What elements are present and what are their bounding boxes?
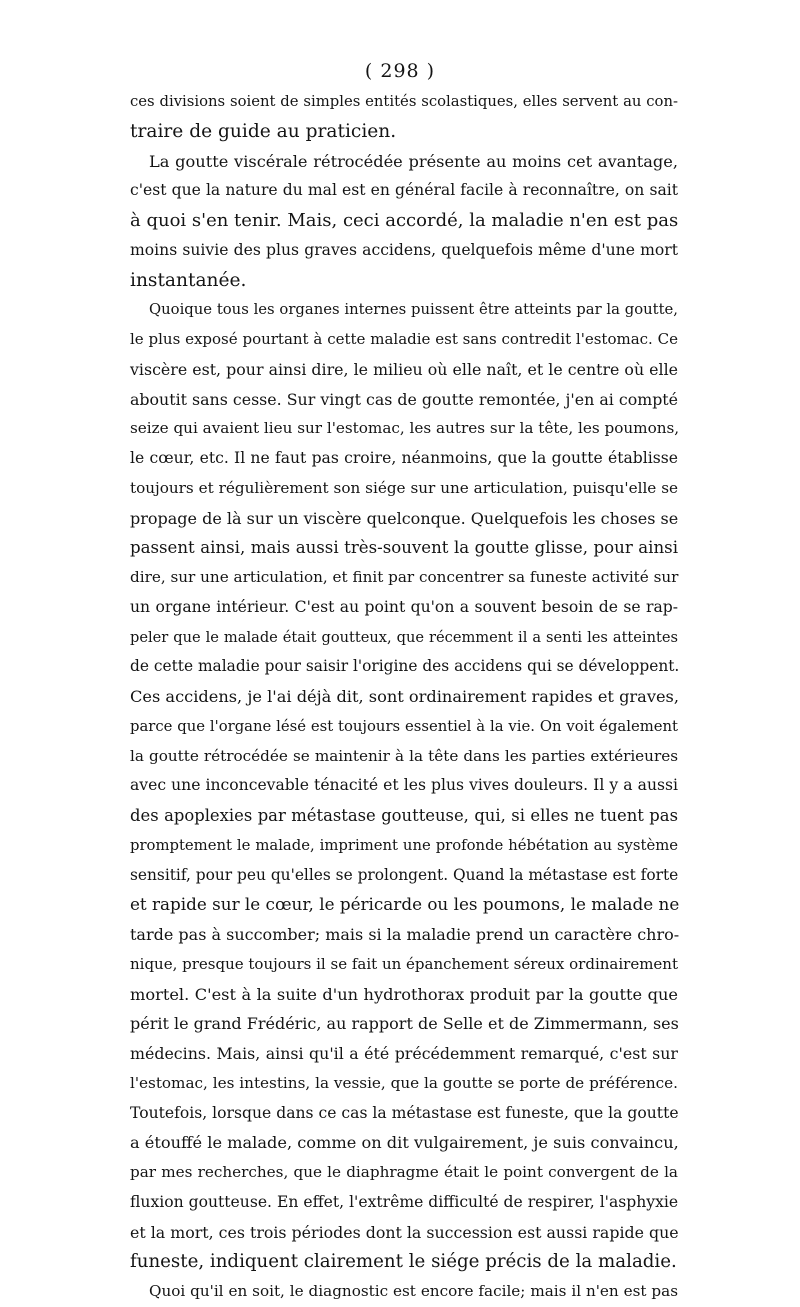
text-line: sensitif, pour peu qu'elles se prolongent. Quand la métastase est forte [130,865,679,884]
text-line: un organe intérieur. C'est au point qu'on a souvent besoin de se rap- [130,597,678,616]
text-line: promptement le malade, impriment une profonde hébétation au système [130,836,678,854]
text-line: parce que l'organe lésé est toujours essentiel à la vie. On voit également [130,717,678,735]
text-line: ces divisions soient de simples entités scolastiques, elles servent au con- [130,93,678,110]
text-line: périt le grand Frédéric, au rapport de Selle et de Zimmermann, ses [130,1014,679,1034]
text-line: funeste, indiquent clairement le siége précis de la maladie. [130,1251,677,1273]
text-line: a étouffé le malade, comme on dit vulgairement, je suis convaincu, [130,1133,679,1153]
text-line: instantanée. [130,269,247,291]
text-line: par mes recherches, que le diaphragme était le point convergent de la [130,1163,678,1181]
text-line: Quoique tous les organes internes puissent être atteints par la goutte, [149,301,678,319]
text-line: et la mort, ces trois périodes dont la succession est aussi rapide que [130,1222,679,1242]
text-line: nique, presque toujours il se fait un épanchement séreux ordinairement [130,954,678,973]
text-line: passent ainsi, mais aussi très-souvent la goutte glisse, pour ainsi [130,538,678,558]
text-line: viscère est, pour ainsi dire, le milieu où elle naît, et le centre où elle [130,359,678,379]
text-line: moins suivie des plus graves accidens, quelquefois même d'une mort [130,240,678,259]
text-line: toujours et régulièrement son siége sur une articulation, puisqu'elle se [130,478,678,497]
body-text [130,87,678,1307]
text-line: le plus exposé pourtant à cette maladie est sans contredit l'estomac. Ce [130,330,678,348]
text-line: des apoplexies par métastase goutteuse, qui, si elles ne tuent pas [130,806,678,825]
text-line: la goutte rétrocédée se maintenir à la tête dans les parties extérieures [130,746,678,765]
text-line: fluxion goutteuse. En effet, l'extrême difficulté de respirer, l'asphyxie [130,1192,679,1211]
text-line: Ces accidens, je l'ai déjà dit, sont ordinairement rapides et graves, [130,687,679,706]
text-line: de cette maladie pour saisir l'origine des accidens qui se développent. [130,657,680,676]
text-line: peler que le malade était goutteux, que récemment il a senti les atteintes [130,628,678,646]
text-line: dire, sur une articulation, et finit par concentrer sa funeste activité sur [130,568,679,586]
text-line: mortel. C'est à la suite d'un hydrothorax produit par la goutte que [130,984,678,1004]
text-line: propage de là sur un viscère quelconque. Quelquefois les choses se [130,508,679,528]
page-number: ( 298 ) [364,60,436,82]
text-line: seize qui avaient lieu sur l'estomac, les autres sur la tête, les poumons, [130,419,680,438]
text-line: le cœur, etc. Il ne faut pas croire, néanmoins, que la goutte établisse [130,449,678,467]
text-line: traire de guide au praticien. [130,120,397,142]
text-line: Toutefois, lorsque dans ce cas la métastase est funeste, que la goutte [130,1103,679,1122]
text-line: tarde pas à succomber; mais si la maladie prend un caractère chro- [130,925,680,944]
text-line: Quoi qu'il en soit, le diagnostic est encore facile; mais il n'en est pas [149,1282,678,1300]
text-line: l'estomac, les intestins, la vessie, que la goutte se porte de préférence. [130,1073,678,1092]
text-line: La goutte viscérale rétrocédée présente au moins cet avantage, [149,151,678,171]
text-line: et rapide sur le cœur, le péricarde ou les poumons, le malade ne [130,894,680,915]
text-line: avec une inconcevable ténacité et les plus vives douleurs. Il y a aussi [130,776,678,795]
text-line: c'est que la nature du mal est en général facile à reconnaître, on sait [130,181,678,200]
text-line: aboutit sans cesse. Sur vingt cas de goutte remontée, j'en ai compté [130,389,678,409]
text-line: à quoi s'en tenir. Mais, ceci accordé, la maladie n'en est pas [130,210,679,231]
text-line: médecins. Mais, ainsi qu'il a été précédemment remarqué, c'est sur [130,1044,678,1063]
